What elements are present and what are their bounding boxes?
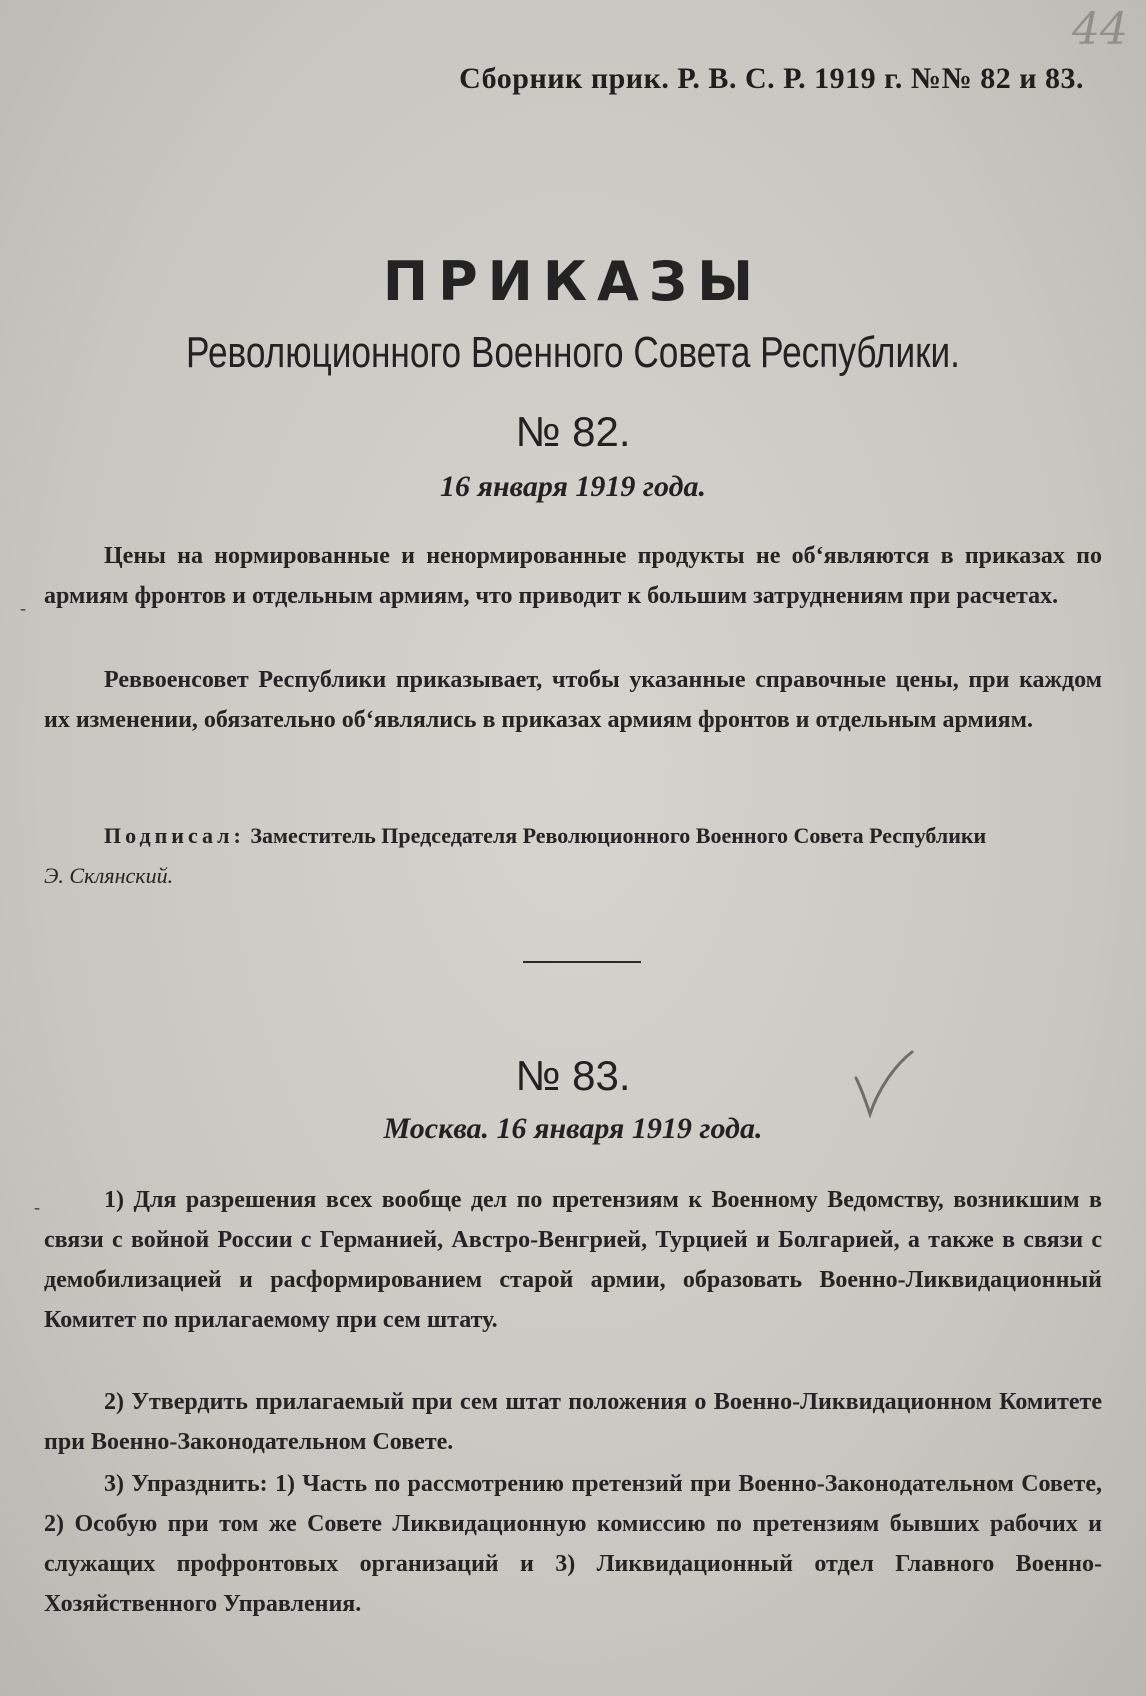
order-83-paragraph-2: 2) Утвердить прилагаемый при сем штат положения о Военно-Ликвидационном Комитете при Военно-Законодательном Совете. — [44, 1389, 1102, 1455]
order-83-paragraph-1: 1) Для разрешения всех вообще дел по претензиям к Военному Ведомству, возникшим в связи с войной России с Германией, Австро-Венгрией, Турцией и Болгарией, а также в связи с демобилизацией и расформированием старой армии, образовать Военно-Ликвидационный Комитет по прилагаемому при сем штату. — [44, 1187, 1102, 1333]
order-83-date: Москва. 16 января 1919 года. — [383, 1112, 763, 1145]
signature-title: Заместитель Председателя Революционного Военного Совета Республики — [250, 823, 987, 848]
order-82-number: № 82. — [515, 408, 631, 455]
order-82-signature — [44, 816, 1114, 896]
margin-tick-mark: - — [20, 598, 26, 618]
document-subtitle: Революционного Военного Совета Республики. — [186, 328, 960, 377]
check-mark-icon — [850, 1050, 920, 1120]
handwritten-page-number: 44 — [1072, 4, 1128, 55]
order-82-paragraph-1: Цены на нормированные и ненормированные продукты не об‘являются в приказах по армиям фронтов и отдельным армиям, что приводит к большим затруднениям при расчетах. — [44, 543, 1102, 609]
order-82-paragraph-2: Реввоенсовет Республики приказывает, чтобы указанные справочные цены, при каждом их изменении, обязательно об‘являлись в приказах армиям фронтов и отдельным армиям. — [44, 667, 1102, 733]
order-83-number: № 83. — [515, 1052, 631, 1099]
order-83-paragraph-3: 3) Упразднить: 1) Часть по рассмотрению претензий при Военно-Законодательном Совете, 2) Особую при том же Совете Ликвидационную комиссию по претензиям бывших рабочих и служащих профронтовых организаций и 3) Ликвидационный отдел Главного Военно-Хозяйственного Управления. — [44, 1471, 1102, 1617]
signature-name: Э. Склянский. — [44, 863, 174, 888]
section-divider — [523, 961, 641, 963]
signature-label: Подписал: — [104, 823, 245, 848]
order-82-date: 16 января 1919 года. — [440, 470, 706, 503]
collection-header: Сборник прик. Р. В. С. Р. 1919 г. №№ 82 и 83. — [459, 62, 1084, 95]
document-title: ПРИКАЗЫ — [382, 250, 764, 313]
margin-tick-mark: - — [34, 1197, 40, 1217]
